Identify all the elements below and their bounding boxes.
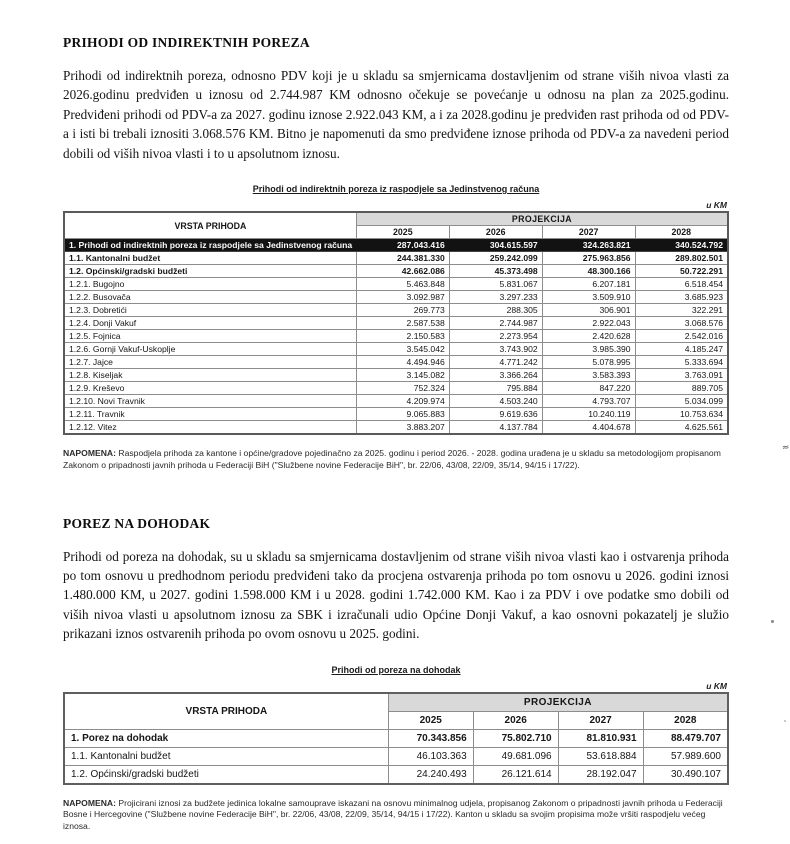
value-cell: 259.242.099: [449, 252, 542, 265]
value-cell: 2.744.987: [449, 317, 542, 330]
scan-artifact-dot: [771, 620, 774, 623]
column-header-vrsta-prihoda: VRSTA PRIHODA: [64, 212, 356, 239]
section-heading-porez-na-dohodak: POREZ NA DOHODAK: [63, 515, 211, 531]
value-cell: 4.625.561: [635, 421, 728, 435]
value-cell: 28.192.047: [558, 765, 643, 784]
value-cell: 4.503.240: [449, 395, 542, 408]
value-cell: 304.615.597: [449, 239, 542, 252]
table-row: [64, 408, 728, 421]
table-row: [64, 239, 728, 252]
value-cell: 3.068.576: [635, 317, 728, 330]
section-heading-indirektni-porezi: PRIHODI OD INDIREKTNIH POREZA: [63, 35, 310, 50]
year-header-2025: 2025: [356, 226, 449, 239]
value-cell: 42.662.086: [356, 265, 449, 278]
table-row: [64, 747, 728, 765]
row-label: 1.2.11. Travnik: [64, 408, 356, 421]
row-label: 1.2.2. Busovača: [64, 291, 356, 304]
table-row: [64, 421, 728, 435]
value-cell: 795.884: [449, 382, 542, 395]
value-cell: 10.240.119: [542, 408, 635, 421]
value-cell: 88.479.707: [643, 729, 728, 747]
value-cell: 4.209.974: [356, 395, 449, 408]
footnote-label: NAPOMENA:: [63, 797, 116, 808]
value-cell: 3.883.207: [356, 421, 449, 435]
value-cell: 3.092.987: [356, 291, 449, 304]
value-cell: 2.587.538: [356, 317, 449, 330]
value-cell: 324.263.821: [542, 239, 635, 252]
value-cell: 752.324: [356, 382, 449, 395]
value-cell: 289.802.501: [635, 252, 728, 265]
value-cell: 5.078.995: [542, 356, 635, 369]
value-cell: 4.793.707: [542, 395, 635, 408]
row-label: 1.2.10. Novi Travnik: [64, 395, 356, 408]
table-row: [64, 291, 728, 304]
value-cell: 5.333.694: [635, 356, 728, 369]
value-cell: 244.381.330: [356, 252, 449, 265]
value-cell: 9.619.636: [449, 408, 542, 421]
year-header-2025: 2025: [388, 711, 473, 729]
footnote-indirektni: [63, 448, 729, 472]
row-label: 1.2.5. Fojnica: [64, 330, 356, 343]
table-row: [64, 369, 728, 382]
row-label: 1.2.9. Kreševo: [64, 382, 356, 395]
value-cell: 288.305: [449, 304, 542, 317]
value-cell: 2.420.628: [542, 330, 635, 343]
column-group-projekcija: PROJEKCIJA: [356, 212, 728, 226]
value-cell: 3.583.393: [542, 369, 635, 382]
row-label: 1.1. Kantonalni budžet: [64, 747, 388, 765]
table-block-dohodak: [63, 665, 729, 785]
value-cell: 3.297.233: [449, 291, 542, 304]
value-cell: 275.963.856: [542, 252, 635, 265]
value-cell: 26.121.614: [473, 765, 558, 784]
projection-table-dohodak: [63, 692, 729, 785]
table-row: [64, 278, 728, 291]
value-cell: 81.810.931: [558, 729, 643, 747]
value-cell: 4.771.242: [449, 356, 542, 369]
value-cell: 3.509.910: [542, 291, 635, 304]
row-label: 1.2.12. Vitez: [64, 421, 356, 435]
year-header-2028: 2028: [635, 226, 728, 239]
value-cell: 3.545.042: [356, 343, 449, 356]
paragraph-indirektni-porezi: Prihodi od indirektnih poreza, odnosno PDV koji je u skladu sa smjernicama dostavljenim od strane viših nivoa vlasti za 2026.godinu predviđen u iznosu od 2.744.987 KM odnosno očekuje se povećanje u odnosu na plan za 2025.godinu. Predviđeni prihodi od PDV-a za 2027. godinu iznose 2.922.043 KM, a i za 2028.godinu je predviđen rast prihoda od od PDV-a i isti bi trebali iznositi 3.068.576 KM. Bitno je napomenuti da smo predviđene iznose prihoda od PDV-a za navedeni period dobili od viših nivoa vlasti i to u apsolutnom iznosu.: [63, 68, 729, 161]
footnote-dohodak: [63, 798, 729, 833]
table-title-indirektni: Prihodi od indirektnih poreza iz raspodjele sa Jedinstvenog računa: [252, 184, 540, 195]
column-header-vrsta-prihoda: VRSTA PRIHODA: [64, 693, 388, 730]
table-row: [64, 729, 728, 747]
footnote-text: Projicirani iznosi za budžete jedinica lokalne samouprave iskazani na osnovu minimalnog udjela, propisanog Zakonom o pripadnosti javnih prihoda u Federaciji Bosne i Hercegovine ("Službene novine Federacije BiH", br. 22/06, 43/08, 22/09, 35/14, 94/15 i 17/22). Kanton u skladu sa svojim propisima može vršiti raspodjelu većeg iznosa.: [63, 797, 723, 832]
value-cell: 9.065.883: [356, 408, 449, 421]
projection-table-indirektni: [63, 211, 729, 435]
value-cell: 340.524.792: [635, 239, 728, 252]
value-cell: 10.753.634: [635, 408, 728, 421]
value-cell: 5.034.099: [635, 395, 728, 408]
value-cell: 2.542.016: [635, 330, 728, 343]
value-cell: 287.043.416: [356, 239, 449, 252]
value-cell: 6.207.181: [542, 278, 635, 291]
row-label: 1.2.3. Dobretići: [64, 304, 356, 317]
value-cell: 322.291: [635, 304, 728, 317]
table-title-dohodak: Prihodi od poreza na dohodak: [331, 664, 461, 675]
value-cell: 3.366.264: [449, 369, 542, 382]
year-header-2026: 2026: [449, 226, 542, 239]
value-cell: 53.618.884: [558, 747, 643, 765]
value-cell: 4.494.946: [356, 356, 449, 369]
value-cell: 3.145.082: [356, 369, 449, 382]
value-cell: 6.518.454: [635, 278, 728, 291]
value-cell: 70.343.856: [388, 729, 473, 747]
year-header-2026: 2026: [473, 711, 558, 729]
value-cell: 3.985.390: [542, 343, 635, 356]
value-cell: 3.685.923: [635, 291, 728, 304]
value-cell: 4.404.678: [542, 421, 635, 435]
unit-label-km: u KM: [706, 680, 727, 691]
scan-artifact-mark: ≈: [781, 442, 790, 454]
row-label: 1.2.1. Bugojno: [64, 278, 356, 291]
footnote-label: NAPOMENA:: [63, 448, 116, 459]
column-group-projekcija: PROJEKCIJA: [388, 693, 728, 712]
value-cell: 50.722.291: [635, 265, 728, 278]
value-cell: 2.150.583: [356, 330, 449, 343]
table-row: [64, 330, 728, 343]
row-label: 1.2. Općinski/gradski budžeti: [64, 765, 388, 784]
value-cell: 46.103.363: [388, 747, 473, 765]
scan-artifact-dot: [784, 720, 786, 722]
value-cell: 24.240.493: [388, 765, 473, 784]
value-cell: 3.763.091: [635, 369, 728, 382]
row-label: 1.2.4. Donji Vakuf: [64, 317, 356, 330]
table-row: [64, 304, 728, 317]
row-label: 1.2.8. Kiseljak: [64, 369, 356, 382]
row-label: 1.2.7. Jajce: [64, 356, 356, 369]
value-cell: 5.831.067: [449, 278, 542, 291]
table-block-indirektni: [63, 184, 729, 435]
value-cell: 48.300.166: [542, 265, 635, 278]
value-cell: 847.220: [542, 382, 635, 395]
value-cell: 57.989.600: [643, 747, 728, 765]
value-cell: 49.681.096: [473, 747, 558, 765]
value-cell: 30.490.107: [643, 765, 728, 784]
table-row: [64, 765, 728, 784]
year-header-2027: 2027: [558, 711, 643, 729]
document-content: [63, 0, 729, 842]
value-cell: 4.185.247: [635, 343, 728, 356]
table-row: [64, 382, 728, 395]
table-row: [64, 395, 728, 408]
year-header-2027: 2027: [542, 226, 635, 239]
row-label: 1. Prihodi od indirektnih poreza iz raspodjele sa Jedinstvenog računa: [64, 239, 356, 252]
value-cell: 306.901: [542, 304, 635, 317]
value-cell: 4.137.784: [449, 421, 542, 435]
footnote-text: Raspodjela prihoda za kantone i općine/gradove pojedinačno za 2025. godinu i period 2026. - 2028. godina urađena je u skladu sa metodologijom propisanom Zakonom o pripadnosti javnih prihoda u Federaciji BiH ("Službene novine Federacije BiH", br. 22/06, 43/08, 22/09, 35/14, 94/15 i 17/22).: [63, 448, 721, 470]
value-cell: 3.743.902: [449, 343, 542, 356]
row-label: 1.2. Općinski/gradski budžeti: [64, 265, 356, 278]
table-row: [64, 265, 728, 278]
row-label: 1. Porez na dohodak: [64, 729, 388, 747]
table-row: [64, 356, 728, 369]
unit-label-km: u KM: [706, 200, 727, 211]
table-row: [64, 317, 728, 330]
value-cell: 269.773: [356, 304, 449, 317]
value-cell: 2.922.043: [542, 317, 635, 330]
value-cell: 75.802.710: [473, 729, 558, 747]
paragraph-porez-na-dohodak: Prihodi od poreza na dohodak, su u skladu sa smjernicama dostavljenim od strane viših nivoa vlasti kao i ostvarenja prihoda po tom osnovu u predhodnom periodu predviđeni tako da procjena ostvarenja prihoda po tom osnovu u 2026. godini iznosi 1.480.000 KM, u 2027. godini 1.598.000 KM i u 2028. godini 1.742.000 KM. Kao i za PDV i ove podatke smo dobili od viših nivoa vlasti u apsolutnom iznosu za SBK i izračunali udio Općine Donji Vakuf, a kao osnovni pokazatelj je služio prikazani iznos ostvarenih prihoda po ovom osnovu u 2025. godini.: [63, 548, 729, 642]
value-cell: 2.273.954: [449, 330, 542, 343]
year-header-2028: 2028: [643, 711, 728, 729]
row-label: 1.1. Kantonalni budžet: [64, 252, 356, 265]
value-cell: 5.463.848: [356, 278, 449, 291]
table-row: [64, 343, 728, 356]
row-label: 1.2.6. Gornji Vakuf-Uskoplje: [64, 343, 356, 356]
table-row: [64, 252, 728, 265]
value-cell: 45.373.498: [449, 265, 542, 278]
value-cell: 889.705: [635, 382, 728, 395]
